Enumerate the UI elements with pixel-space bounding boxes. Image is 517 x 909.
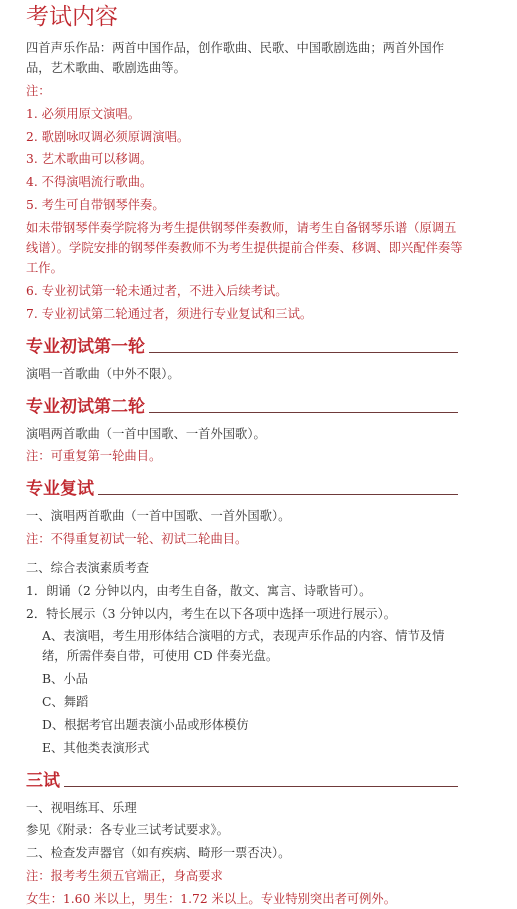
note-item: 5. 考生可自带钢琴伴奏。 <box>26 197 165 212</box>
performance-option: B、小品 <box>42 672 88 687</box>
intro-paragraph: 四首声乐作品：两首中国作品，创作歌曲、民歌、中国歌剧选曲；两首外国作品，艺术歌曲、歌剧选曲等。 <box>26 41 445 75</box>
third-note: 注：报考考生须五官端正，身高要求 <box>26 868 223 883</box>
third-part1-reference: 参见《附录：各专业三试考试要求》。 <box>26 823 229 838</box>
retest-part1-note: 注：不得重复初试一轮、初试二轮曲目。 <box>26 532 248 547</box>
notes-label: 注： <box>26 84 51 98</box>
retest-part1: 一、演唱两首歌曲（一首中国歌、一首外国歌）。 <box>26 509 291 524</box>
retest-part2-item: 2．特长展示（3 分钟以内，考生在以下各项中选择一项进行展示）。 <box>26 606 397 621</box>
performance-option: E、其他类表演形式 <box>42 740 150 755</box>
section-divider <box>64 786 458 787</box>
round2-note: 注：可重复第一轮曲目。 <box>26 449 162 464</box>
performance-option: C、舞蹈 <box>42 694 89 709</box>
section-divider <box>98 494 458 495</box>
section-retest-heading <box>26 478 458 500</box>
note-item: 4. 不得演唱流行歌曲。 <box>26 175 153 190</box>
note-item: 1. 必须用原文演唱。 <box>26 106 141 121</box>
round1-requirement: 演唱一首歌曲（中外不限）。 <box>26 366 180 381</box>
section-round1-heading <box>26 336 458 358</box>
section-third-heading <box>26 770 458 792</box>
section-round2-heading <box>26 396 458 418</box>
section-title: 三试 <box>26 770 60 791</box>
performance-option: D、根据考官出题表演小品或形体模仿 <box>42 717 249 732</box>
retest-part2-item: 1．朗诵（2 分钟以内，由考生自备，散文、寓言、诗歌皆可）。 <box>26 583 372 598</box>
section-divider <box>149 412 458 413</box>
note-item: 3. 艺术歌曲可以移调。 <box>26 152 153 167</box>
page-title: 考试内容 <box>26 4 118 30</box>
section-title: 专业初试第一轮 <box>26 336 145 357</box>
third-part1: 一、视唱练耳、乐理 <box>26 800 137 815</box>
note-item: 6. 专业初试第一轮未通过者，不进入后续考试。 <box>26 283 288 298</box>
note-item: 2. 歌剧咏叹调必须原调演唱。 <box>26 129 190 144</box>
piano-accompaniment-note: 如未带钢琴伴奏学院将为考生提供钢琴伴奏教师，请考生自备钢琴乐谱（原调五线谱）。学院安排的钢琴伴奏教师不为考生提供提前合伴奏、移调、即兴配伴奏等工作。 <box>26 220 463 275</box>
section-title: 专业复试 <box>26 479 94 500</box>
section-title: 专业初试第二轮 <box>26 396 145 417</box>
round2-requirement: 演唱两首歌曲（一首中国歌、一首外国歌）。 <box>26 426 266 441</box>
third-note: 女生：1.60 米以上，男生：1.72 米以上。专业特别突出者可例外。 <box>26 891 397 906</box>
section-divider <box>149 352 458 353</box>
note-item: 7. 专业初试第二轮通过者，须进行专业复试和三试。 <box>26 306 313 321</box>
retest-part2: 二、综合表演素质考查 <box>26 560 149 575</box>
third-part2: 二、检查发声器官（如有疾病、畸形一票否决）。 <box>26 846 291 861</box>
performance-option: A、表演唱，考生用形体结合演唱的方式，表现声乐作品的内容、情节及情绪，所需伴奏自带，可使用 CD 伴奏光盘。 <box>42 629 445 664</box>
